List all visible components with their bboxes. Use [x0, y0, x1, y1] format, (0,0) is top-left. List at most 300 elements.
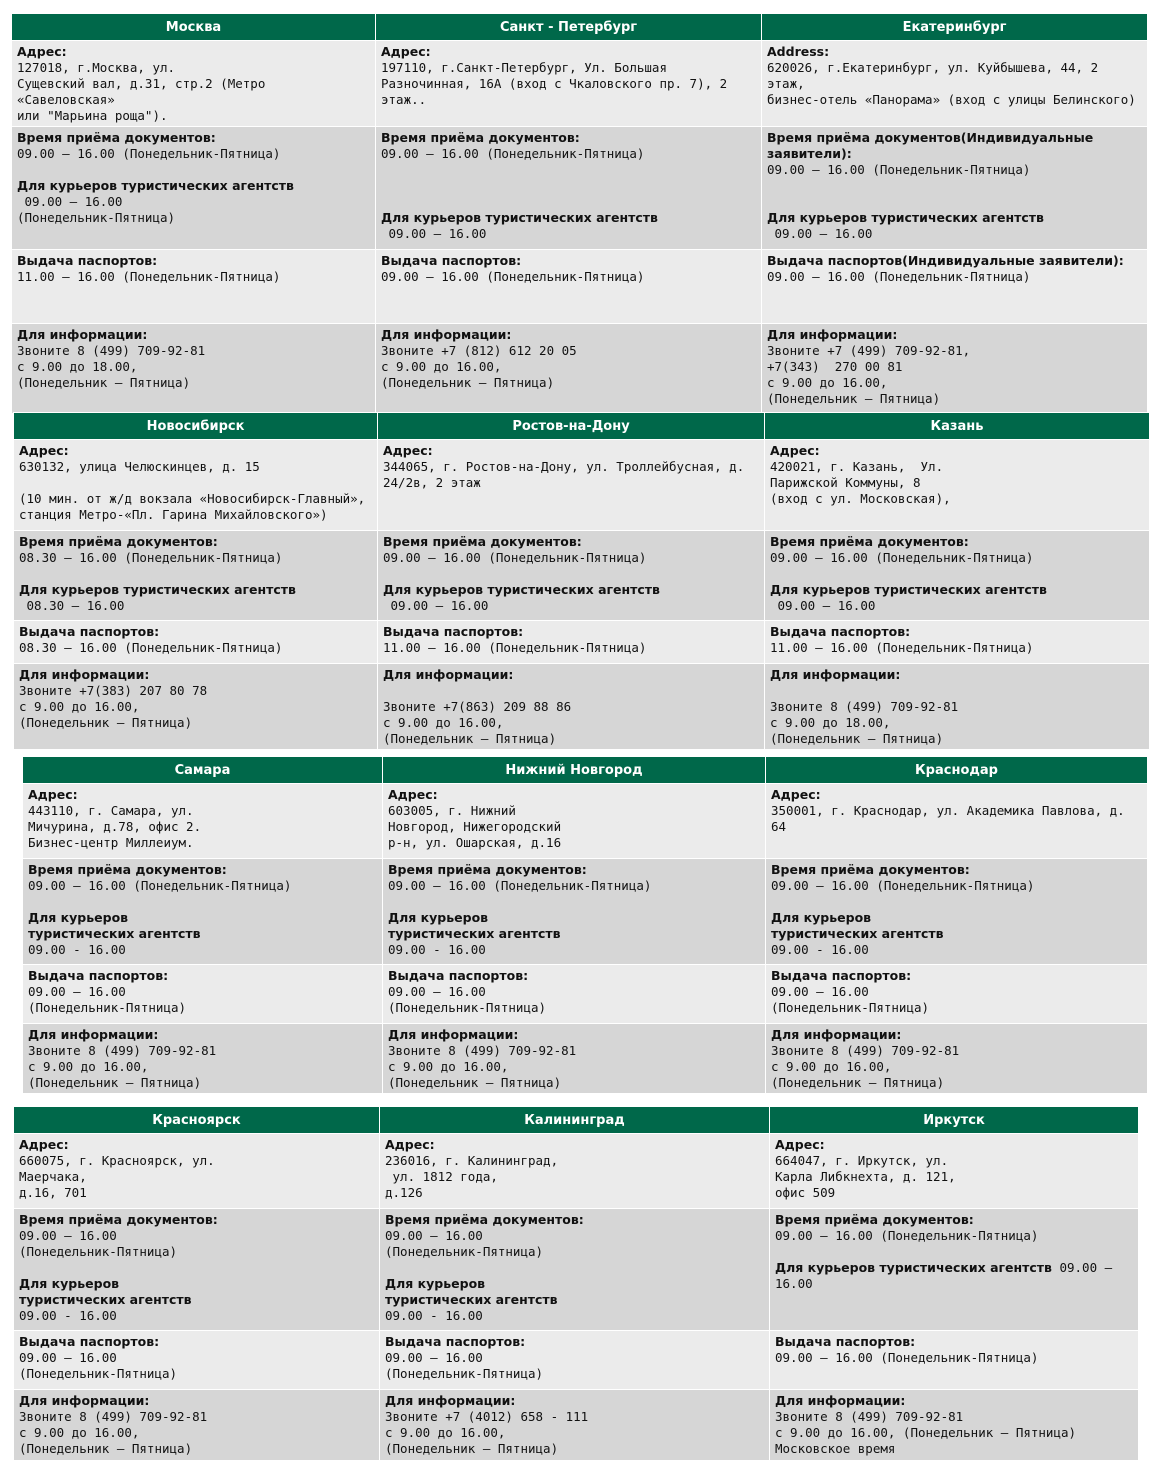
address-cell — [14, 440, 377, 530]
hours-row — [14, 1209, 1138, 1330]
cell-line — [771, 1027, 1142, 1043]
cell-line: 197110, г.Санкт-Петербург, Ул. Большая — [381, 60, 667, 75]
cell-line: Звоните +7 (812) 612 20 05 — [381, 343, 577, 358]
info-cell — [770, 1390, 1138, 1460]
cell-line: 09.00 – 16.00 (Понедельник-Пятница) — [775, 1350, 1039, 1365]
cell-line — [385, 1212, 764, 1228]
cell-line — [19, 1212, 374, 1228]
cell-label: Адрес: — [388, 787, 438, 802]
cell-line: 09.00 – 16.00 — [17, 194, 123, 209]
cell-line: 09.00 – 16.00 — [381, 226, 487, 241]
passport-cell — [766, 965, 1147, 1023]
cell-line: Новгород, Нижегородский — [388, 819, 562, 834]
cell-line: 344065, г. Ростов-на-Дону, ул. Троллейбусная, д. — [383, 459, 745, 474]
table-header-row — [23, 757, 1147, 783]
cell-line: (Понедельник-Пятница) — [388, 1000, 547, 1015]
cell-label: Address: — [767, 44, 830, 59]
cell-line: Звоните 8 (499) 709-92-81 — [771, 1043, 960, 1058]
cell-line: +7(343) 270 00 81 — [767, 359, 903, 374]
cell-line: (Понедельник-Пятница) — [28, 1000, 187, 1015]
cell-line: 09.00 – 16.00 — [28, 984, 126, 999]
info-cell — [762, 324, 1147, 413]
cell-line: с 9.00 до 16.00, — [19, 1425, 140, 1440]
info-cell — [12, 324, 375, 413]
cell-label: Адрес: — [19, 443, 69, 458]
cell-line — [19, 1260, 374, 1276]
cell-line: (10 мин. от ж/д вокзала «Новосибирск-Главный», — [19, 491, 366, 506]
address-cell — [14, 1134, 379, 1208]
cell-line — [388, 926, 760, 942]
cell-label: Время приёма документов(Индивидуальные — [767, 130, 1094, 145]
cell-line: 09.00 – 16.00 (Понедельник-Пятница) — [767, 162, 1031, 177]
cell-line: ул. 1812 года, — [385, 1169, 498, 1184]
cell-line: (Понедельник – Пятница) — [767, 391, 941, 406]
cell-line — [383, 582, 759, 598]
cell-label: Выдача паспортов(Индивидуальные заявители): — [767, 253, 1124, 268]
cell-line: 664047, г. Иркутск, ул. — [775, 1153, 949, 1168]
cell-label: Адрес: — [383, 443, 433, 458]
cell-label: Для информации: — [767, 327, 898, 342]
cell-line: Звоните +7(863) 209 88 86 — [383, 699, 572, 714]
hours-cell — [376, 127, 761, 249]
cell-label: Выдача паспортов: — [19, 1334, 160, 1349]
cell-line — [770, 582, 1144, 598]
cell-line: 09.00 – 16.00 — [771, 984, 869, 999]
passport-cell — [378, 621, 764, 663]
cell-line: Парижской Коммуны, 8 — [770, 475, 921, 490]
cell-line: 420021, г. Казань, Ул. — [770, 459, 944, 474]
cell-line: д.126 — [385, 1185, 423, 1200]
cell-line: Мичурина, д.78, офис 2. — [28, 819, 202, 834]
cell-line: этаж.. — [381, 92, 427, 107]
cell-line — [775, 1244, 1133, 1260]
passport-row — [14, 621, 1149, 663]
cell-line: (Понедельник – Пятница) — [383, 731, 557, 746]
cell-line: (Понедельник – Пятница) — [381, 375, 555, 390]
cell-line — [383, 624, 759, 640]
cell-label: Выдача паспортов: — [19, 624, 160, 639]
hours-cell — [770, 1209, 1138, 1330]
cell-line: 09.00 – 16.00 (Понедельник-Пятница) — [388, 878, 652, 893]
cell-line: 11.00 – 16.00 (Понедельник-Пятница) — [770, 640, 1034, 655]
passport-cell — [762, 250, 1147, 323]
cell-line: с 9.00 до 16.00, — [28, 1059, 149, 1074]
info-cell — [23, 1024, 382, 1093]
cell-line — [388, 1027, 760, 1043]
cell-line: 08.30 – 16.00 (Понедельник-Пятница) — [19, 640, 283, 655]
cell-label: Выдача паспортов: — [381, 253, 522, 268]
cell-line — [385, 1334, 764, 1350]
cell-line — [775, 1393, 1133, 1409]
cell-line — [17, 253, 370, 269]
cell-line — [388, 894, 760, 910]
cell-line: 09.00 – 16.00 — [767, 226, 873, 241]
passport-cell — [14, 1331, 379, 1389]
passport-cell — [376, 250, 761, 323]
cell-label: Для информации: — [388, 1027, 519, 1042]
passport-cell — [765, 621, 1149, 663]
info-row — [12, 324, 1147, 413]
cell-label: Время приёма документов: — [17, 130, 216, 145]
info-cell — [14, 664, 377, 749]
cell-label: Адрес: — [385, 1137, 435, 1152]
city-header: Екатеринбург — [762, 14, 1147, 40]
cell-line — [17, 44, 370, 60]
cell-label: Для информации: — [771, 1027, 902, 1042]
city-header: Калининград — [380, 1107, 769, 1133]
hours-cell — [14, 1209, 379, 1330]
cell-line — [767, 253, 1142, 269]
cell-line: или "Марьина роща"). — [17, 108, 168, 123]
cell-line: Московское время — [775, 1441, 896, 1456]
cell-line — [767, 194, 1142, 210]
address-row — [23, 784, 1147, 858]
cell-label: Время приёма документов: — [388, 862, 587, 877]
cell-line: (вход с ул. Московская), — [770, 491, 951, 506]
cell-line — [19, 443, 372, 459]
cell-line — [767, 130, 1142, 146]
cell-label: Для информации: — [775, 1393, 906, 1408]
cell-line: 09.00 - 16.00 — [385, 1308, 483, 1323]
cell-label: Выдача паспортов: — [775, 1334, 916, 1349]
cell-line: 09.00 – 16.00 (Понедельник-Пятница) — [770, 550, 1034, 565]
cell-line: 11.00 – 16.00 (Понедельник-Пятница) — [17, 269, 281, 284]
cell-line: 660075, г. Красноярск, ул. — [19, 1153, 215, 1168]
cell-line: 443110, г. Самара, ул. — [28, 803, 194, 818]
cell-label: Время приёма документов: — [28, 862, 227, 877]
cell-line — [770, 683, 1144, 699]
city-header: Самара — [23, 757, 382, 783]
cell-label: Для курьеров — [771, 910, 872, 925]
cell-line — [28, 926, 377, 942]
cell-line: Звоните +7 (4012) 658 - 111 — [385, 1409, 589, 1424]
cell-line: Звоните 8 (499) 709-92-81 — [770, 699, 959, 714]
info-cell — [765, 664, 1149, 749]
cell-line: Сущевский вал, д.31, стр.2 (Метро «Савеловская» — [17, 76, 273, 107]
cell-line — [381, 178, 756, 194]
passport-cell — [380, 1331, 769, 1389]
address-cell — [766, 784, 1147, 858]
cell-line: 11.00 – 16.00 (Понедельник-Пятница) — [383, 640, 647, 655]
hours-cell — [378, 531, 764, 620]
cell-line: 350001, г. Краснодар, ул. Академика Павлова, д. 64 — [771, 803, 1133, 834]
cell-line — [19, 582, 372, 598]
cell-line — [775, 1212, 1133, 1228]
info-cell — [378, 664, 764, 749]
cell-label: Время приёма документов: — [383, 534, 582, 549]
cell-line: 09.00 – 16.00 — [385, 1228, 483, 1243]
cell-line: Карла Либкнехта, д. 121, — [775, 1169, 956, 1184]
cell-label: туристических агентств — [385, 1292, 558, 1307]
cell-line — [381, 162, 756, 178]
cell-line — [19, 1393, 374, 1409]
cell-label: Для курьеров — [19, 1276, 120, 1291]
info-cell — [376, 324, 761, 413]
cell-line: 09.00 – 16.00 (Понедельник-Пятница) — [381, 269, 645, 284]
cell-line — [388, 968, 760, 984]
cell-line: Звоните +7(383) 207 80 78 — [19, 683, 208, 698]
cell-line — [770, 534, 1144, 550]
cell-label: туристических агентств — [771, 926, 944, 941]
hours-cell — [383, 859, 765, 964]
cell-line — [381, 130, 756, 146]
cell-line: 09.00 - 16.00 — [28, 942, 126, 957]
hours-cell — [766, 859, 1147, 964]
table-header-row — [14, 413, 1149, 439]
cell-label: Выдача паспортов: — [770, 624, 911, 639]
cell-line: 236016, г. Калининград, — [385, 1153, 559, 1168]
address-cell — [383, 784, 765, 858]
cell-label: Для информации: — [19, 667, 150, 682]
passport-row — [12, 250, 1147, 323]
cell-label: Адрес: — [381, 44, 431, 59]
cell-label: Время приёма документов: — [19, 534, 218, 549]
passport-row — [14, 1331, 1138, 1389]
cell-line — [19, 534, 372, 550]
cell-label: Адрес: — [17, 44, 67, 59]
city-header: Красноярск — [14, 1107, 379, 1133]
cell-line — [381, 327, 756, 343]
city-header: Новосибирск — [14, 413, 377, 439]
cell-line — [381, 210, 756, 226]
address-cell — [770, 1134, 1138, 1208]
cell-line — [381, 44, 756, 60]
city-header: Санкт - Петербург — [376, 14, 761, 40]
hours-cell — [12, 127, 375, 249]
cell-label: Время приёма документов: — [775, 1212, 974, 1227]
cell-line — [771, 862, 1142, 878]
passport-cell — [383, 965, 765, 1023]
cell-label: Выдача паспортов: — [388, 968, 529, 983]
cell-line: 09.00 – 16.00 — [383, 598, 489, 613]
cell-line: станция Метро-«Пл. Гарина Михайловского») — [19, 507, 328, 522]
cell-line: Разночинная, 16А (вход с Чкаловского пр. 7), 2 — [381, 76, 728, 91]
hours-row — [14, 531, 1149, 620]
cell-line — [17, 162, 370, 178]
cell-line — [19, 1276, 374, 1292]
cell-line: (Понедельник-Пятница) — [17, 210, 176, 225]
cell-line — [19, 667, 372, 683]
cell-line: 09.00 - 16.00 — [388, 942, 486, 957]
passport-row — [23, 965, 1147, 1023]
cell-line — [383, 443, 759, 459]
cell-line: Маерчака, — [19, 1169, 87, 1184]
cell-label: Для курьеров — [388, 910, 489, 925]
address-cell — [23, 784, 382, 858]
cell-line — [383, 683, 759, 699]
cell-line: с 9.00 до 16.00, — [385, 1425, 506, 1440]
cell-line: Звоните 8 (499) 709-92-81 — [19, 1409, 208, 1424]
hours-row — [23, 859, 1147, 964]
cell-label: Время приёма документов: — [771, 862, 970, 877]
cell-line: 09.00 – 16.00 — [385, 1350, 483, 1365]
cell-line: (Понедельник – Пятница) — [771, 1075, 945, 1090]
cell-line: 127018, г.Москва, ул. — [17, 60, 176, 75]
cell-label: Для курьеров туристических агентств — [383, 582, 660, 597]
cell-line: с 9.00 до 18.00, — [17, 359, 138, 374]
cell-line — [383, 566, 759, 582]
hours-cell — [23, 859, 382, 964]
cell-line: 09.00 – 16.00 — [770, 598, 876, 613]
cell-line: 08.30 – 16.00 — [19, 598, 125, 613]
cell-line: 603005, г. Нижний — [388, 803, 516, 818]
hours-cell — [765, 531, 1149, 620]
cell-line — [770, 667, 1144, 683]
cell-label: Время приёма документов: — [385, 1212, 584, 1227]
cell-line — [767, 327, 1142, 343]
info-row — [14, 664, 1149, 749]
cell-label: Адрес: — [771, 787, 821, 802]
cell-line: 09.00 - 16.00 — [771, 942, 869, 957]
cell-line: 08.30 – 16.00 (Понедельник-Пятница) — [19, 550, 283, 565]
cell-label: Для информации: — [383, 667, 514, 682]
cell-line: 620026, г.Екатеринбург, ул. Куйбышева, 44, 2 этаж, — [767, 60, 1106, 91]
cell-line: 09.00 – 16.00 (Понедельник-Пятница) — [383, 550, 647, 565]
cell-label: Адрес: — [28, 787, 78, 802]
cell-line — [385, 1276, 764, 1292]
cell-line: 09.00 – 16.00 (Понедельник-Пятница) — [28, 878, 292, 893]
cell-line — [767, 44, 1142, 60]
hours-cell — [14, 531, 377, 620]
cell-line — [771, 894, 1142, 910]
address-cell — [12, 41, 375, 126]
cell-line — [28, 910, 377, 926]
cell-line — [767, 210, 1142, 226]
cell-line — [767, 178, 1142, 194]
cell-line: с 9.00 до 16.00, (Понедельник – Пятница) — [775, 1425, 1077, 1440]
cell-label: туристических агентств — [388, 926, 561, 941]
passport-cell — [23, 965, 382, 1023]
hours-cell — [762, 127, 1147, 249]
cell-line — [388, 910, 760, 926]
cell-line: с 9.00 до 16.00, — [388, 1059, 509, 1074]
cell-line: (Понедельник-Пятница) — [19, 1366, 178, 1381]
city-header: Ростов-на-Дону — [378, 413, 764, 439]
address-row — [12, 41, 1147, 126]
cell-line — [19, 566, 372, 582]
cell-label: Для курьеров туристических агентств — [17, 178, 294, 193]
cell-line — [19, 1292, 374, 1308]
cell-line: офис 509 — [775, 1185, 836, 1200]
cell-label: туристических агентств — [19, 1292, 192, 1307]
cell-line: с 9.00 до 16.00, — [767, 375, 888, 390]
cell-label: Адрес: — [19, 1137, 69, 1152]
cell-label: Время приёма документов: — [770, 534, 969, 549]
cell-line: Звоните 8 (499) 709-92-81 — [388, 1043, 577, 1058]
table-header-row — [14, 1107, 1138, 1133]
cell-line — [17, 130, 370, 146]
address-cell — [376, 41, 761, 126]
cell-line: с 9.00 до 16.00, — [381, 359, 502, 374]
cell-label: Адрес: — [770, 443, 820, 458]
cell-line: 09.00 – 16.00 (Понедельник-Пятница) — [771, 878, 1035, 893]
cell-label: Для информации: — [17, 327, 148, 342]
cell-line: (Понедельник-Пятница) — [385, 1366, 544, 1381]
cell-line: Звоните 8 (499) 709-92-81 — [17, 343, 206, 358]
cell-line — [19, 624, 372, 640]
cell-line: Звоните 8 (499) 709-92-81 — [28, 1043, 217, 1058]
cell-line — [385, 1292, 764, 1308]
address-cell — [378, 440, 764, 530]
cell-line: (Понедельник-Пятница) — [19, 1244, 178, 1259]
cell-line — [770, 566, 1144, 582]
cell-label: Для информации: — [19, 1393, 150, 1408]
cell-label: Для курьеров туристических агентств — [381, 210, 658, 225]
cell-label: туристических агентств — [28, 926, 201, 941]
cell-line — [28, 1027, 377, 1043]
cell-line: с 9.00 до 16.00, — [771, 1059, 892, 1074]
cell-line — [17, 178, 370, 194]
cell-line — [19, 1137, 374, 1153]
cell-line: д.16, 701 — [19, 1185, 87, 1200]
cell-line — [771, 910, 1142, 926]
city-header: Иркутск — [770, 1107, 1138, 1133]
cell-line — [383, 534, 759, 550]
cell-line — [381, 253, 756, 269]
cell-line — [28, 787, 377, 803]
cell-line: (Понедельник – Пятница) — [19, 715, 193, 730]
address-cell — [762, 41, 1147, 126]
cell-line — [385, 1393, 764, 1409]
city-header: Нижний Новгород — [383, 757, 765, 783]
cell-line: с 9.00 до 16.00, — [19, 699, 140, 714]
cell-line: (Понедельник – Пятница) — [19, 1441, 193, 1456]
cell-label: Для информации: — [770, 667, 901, 682]
cell-line: (Понедельник – Пятница) — [17, 375, 191, 390]
cell-line — [775, 1137, 1133, 1153]
cell-line: (Понедельник – Пятница) — [770, 731, 944, 746]
cell-line: 09.00 – 16.00 (Понедельник-Пятница) — [767, 269, 1031, 284]
cell-line: 630132, улица Челюскинцев, д. 15 — [19, 459, 260, 474]
cell-label: Для информации: — [385, 1393, 516, 1408]
cell-line — [17, 327, 370, 343]
cell-line — [385, 1260, 764, 1276]
cell-label: Для курьеров — [28, 910, 129, 925]
cell-label: Выдача паспортов: — [385, 1334, 526, 1349]
cell-line: 24/2в, 2 этаж — [383, 475, 481, 490]
cell-label: Время приёма документов: — [19, 1212, 218, 1227]
cell-label: заявители): — [767, 146, 852, 161]
cell-line — [19, 475, 372, 491]
hours-cell — [380, 1209, 769, 1330]
cell-line: (Понедельник – Пятница) — [28, 1075, 202, 1090]
cell-line — [775, 1334, 1133, 1350]
cell-label: Адрес: — [775, 1137, 825, 1152]
city-header: Москва — [12, 14, 375, 40]
cell-line: 09.00 – 16.00 — [19, 1350, 117, 1365]
city-header: Краснодар — [766, 757, 1147, 783]
info-cell — [14, 1390, 379, 1460]
cell-line: 09.00 – 16.00 (Понедельник-Пятница) — [775, 1228, 1039, 1243]
cell-label: Для информации: — [381, 327, 512, 342]
cell-line: р-н, ул. Ошарская, д.16 — [388, 835, 562, 850]
cell-line — [19, 1334, 374, 1350]
passport-cell — [770, 1331, 1138, 1389]
cell-line — [771, 926, 1142, 942]
cell-line — [388, 787, 760, 803]
passport-cell — [12, 250, 375, 323]
cell-line: Звоните 8 (499) 709-92-81 — [775, 1409, 964, 1424]
cell-line — [28, 894, 377, 910]
office-table-2 — [13, 412, 1150, 750]
table-header-row — [12, 14, 1147, 40]
cell-line: (Понедельник – Пятница) — [385, 1441, 559, 1456]
cell-line — [28, 968, 377, 984]
cell-line: Бизнес-центр Миллеиум. — [28, 835, 194, 850]
cell-line — [771, 787, 1142, 803]
cell-line: Для курьеров туристических агентств 09.00 – — [775, 1260, 1113, 1275]
cell-line: бизнес-отель «Панорама» (вход с улицы Белинского) — [767, 92, 1136, 107]
